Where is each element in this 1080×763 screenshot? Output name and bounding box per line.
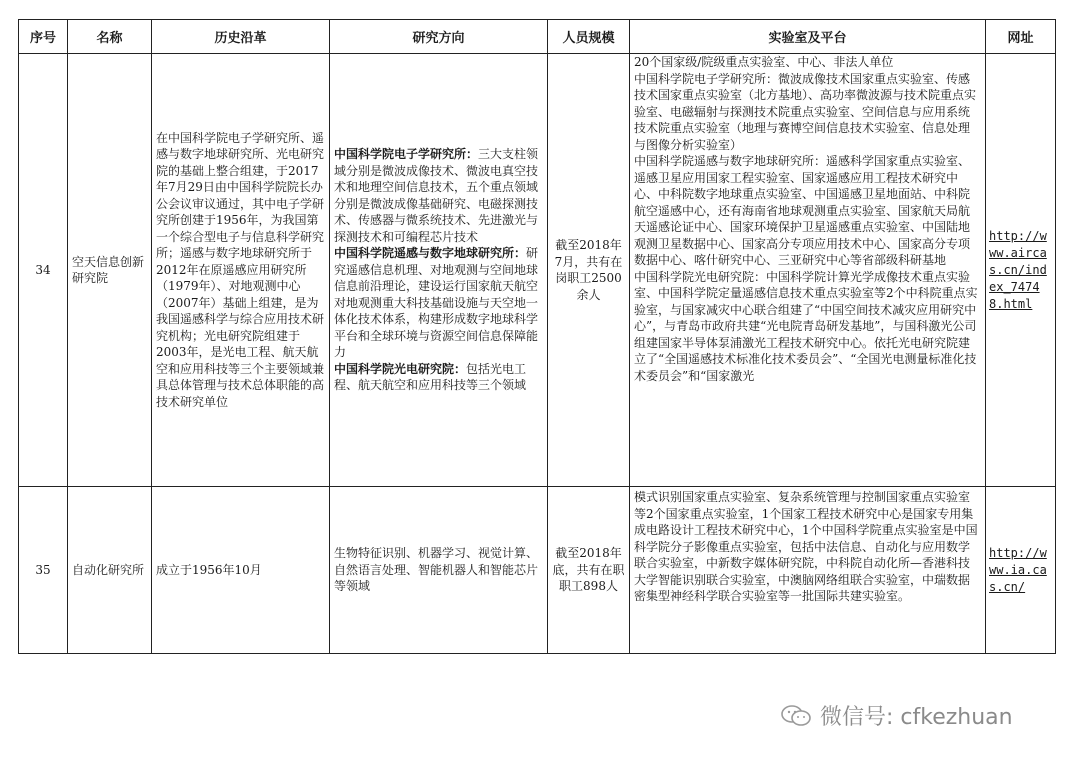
lab-paragraph: 中国科学院光电研究院：中国科学院计算光学成像技术重点实验室、中国科学院定量遥感信息技术重点实验室等2个中科院重点实验室，与国家减灾中心联合组建了“中国空间技术减灾应用研究中心”，与青岛市政府共建“光电院青岛研发基地”，与国科激光公司组建国家半导体泵浦激光工程技术研究中心。依托光电研究院建立了“全国遥感技术标准化技术委员会”、“全国光电测量标准化技术委员会”和“国家激光 (634, 269, 978, 383)
direction-title: 中国科学院光电研究院： (334, 361, 467, 376)
staff-size: 截至2018年7月，共有在岗职工2500余人 (548, 54, 630, 487)
staff-size: 截至2018年底，共有在职职工898人 (548, 487, 630, 654)
labs-platforms (630, 54, 986, 487)
direction-title: 中国科学院遥感与数字地球研究所： (334, 246, 527, 261)
watermark-text: 微信号: cfkezhuan (820, 705, 1013, 730)
lab-paragraph: 模式识别国家重点实验室、复杂系统管理与控制国家重点实验室等2个国家重点实验室，1个国家工程技术研究中心是国家专用集成电路设计工程技术研究中心，1个中国科学院重点实验室是中国科学院分子影像重点实验室，包括中法信息、自动化与应用数学联合实验室，中新数字媒体研究院，中科院自动化所—香港科技大学智能识别联合实验室，中澳脑网络组联合实验室，中瑞数据密集型神经科学联合实验室等一批国际共建实验室。 (634, 490, 978, 603)
institutes-table (18, 19, 1056, 654)
direction-text: 研究遥感信息机理、对地观测与空间地球信息前沿理论，建设运行国家航天航空对地观测重大科技基础设施与天空地一体化技术体系，构建形成数字地球科学平台和全球环境与资源空间信息保障能力 (334, 246, 539, 360)
header-direction: 研究方向 (330, 20, 548, 54)
direction-block (334, 146, 543, 245)
website-link[interactable]: http://www.ia.cas.cn/ (989, 545, 1047, 594)
url-cell (986, 487, 1056, 654)
direction-block (334, 361, 543, 394)
table-row (19, 487, 1056, 654)
direction-text: 包括光电工程、航天航空和应用科技等三个领域 (334, 361, 527, 393)
lab-paragraph: 中国科学院遥感与数字地球研究所：遥感科学国家重点实验室、遥感卫星应用国家工程实验室、国家遥感应用工程技术研究中心、中科院数字地球重点实验室、中国遥感卫星地面站、中科院航空遥感中心，还有海南省地球观测重点实验室、国家航天局航天遥感论证中心、国家环境保护卫星遥感重点实验室、中国陆地观测卫星数据中心、国家高分专项应用技术中心、国家高分专项数据中心、喀什研究中心、三亚研究中心等省部级科研基地 (634, 154, 971, 267)
lab-paragraph: 20个国家级/院级重点实验室、中心、非法人单位 (634, 55, 894, 69)
table-row (19, 54, 1056, 487)
direction-block (334, 245, 543, 361)
website-link[interactable]: http://www.aircas.cn/index_74748.html (989, 228, 1047, 311)
header-labs: 实验室及平台 (630, 20, 986, 54)
direction-text: 三大支柱领域分别是微波成像技术、微波电真空技术和地理空间信息技术，五个重点领域分别是微波成像基础研究、电磁探测技术、传感器与微系统技术、先进激光与探测技术和可编程芯片技术 (334, 147, 539, 244)
row-number: 35 (19, 487, 68, 654)
labs-platforms (630, 487, 986, 654)
history-text: 成立于1956年10月 (152, 487, 330, 654)
direction-title: 中国科学院电子学研究所： (334, 147, 479, 162)
header-size: 人员规模 (548, 20, 630, 54)
research-directions: 生物特征识别、机器学习、视觉计算、自然语言处理、智能机器人和智能芯片等领域 (330, 487, 548, 654)
header-name: 名称 (68, 20, 152, 54)
header-history: 历史沿革 (152, 20, 330, 54)
url-cell (986, 54, 1056, 487)
header-row (19, 20, 1056, 54)
wechat-watermark (780, 700, 1013, 731)
row-number: 34 (19, 54, 68, 487)
research-directions (330, 54, 548, 487)
wechat-icon (780, 704, 812, 728)
header-no: 序号 (19, 20, 68, 54)
history-text: 在中国科学院电子学研究所、遥感与数字地球研究所、光电研究院的基础上整合组建，于2017年7月29日由中国科学院院长办公会议审议通过，其中电子学研究所创建于1956年，为我国第一个综合型电子与信息科学研究所；遥感与数字地球研究所于2012年在原遥感应用研究所（1979年）、对地观测中心（2007年）基础上组建，是为我国遥感科学与综合应用技术研究机构；光电研究院组建于2003年，是光电工程、航天航空和应用科技等三个主要领域兼具总体管理与技术总体职能的高技术研究单位 (152, 54, 330, 487)
institute-name: 自动化研究所 (68, 487, 152, 654)
institute-name: 空天信息创新研究院 (68, 54, 152, 487)
header-url: 网址 (986, 20, 1056, 54)
lab-paragraph: 中国科学院电子学研究所：微波成像技术国家重点实验室、传感技术国家重点实验室（北方基地）、高功率微波源与技术院重点实验室、电磁辐射与探测技术院重点实验室、空间信息与应用系统技术院重点实验室（地理与赛博空间信息技术实验室、信息处理与图像分析实验室） (634, 71, 977, 152)
